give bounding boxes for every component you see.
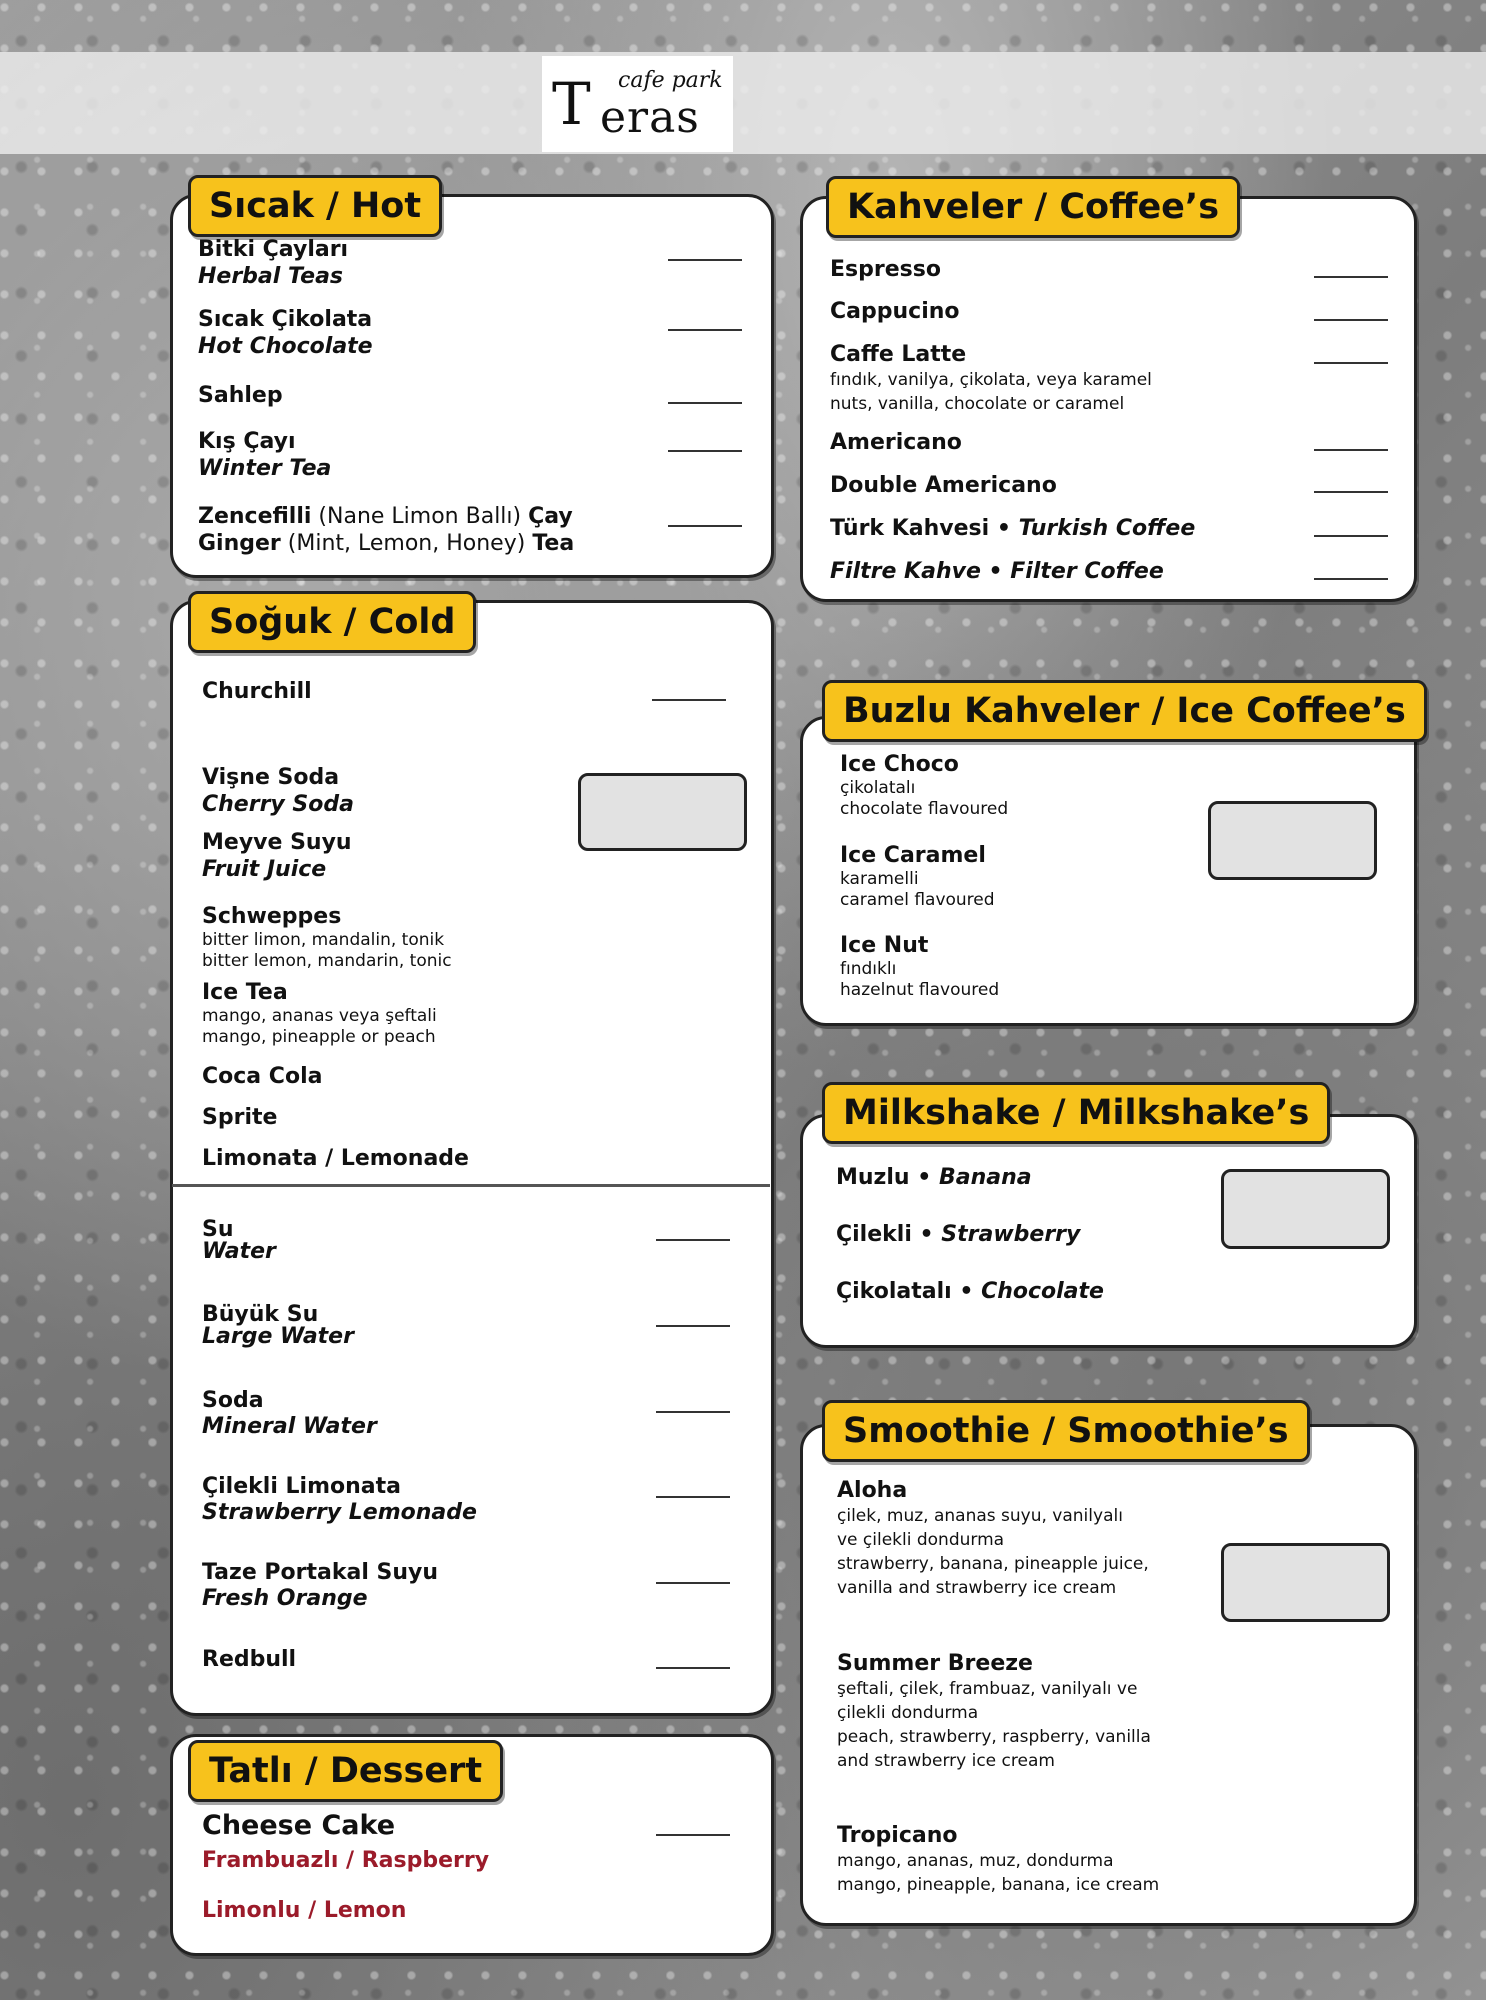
price-line <box>668 402 742 404</box>
menu-item: Cappucino <box>830 299 960 324</box>
menu-item: Su Water <box>202 1217 276 1264</box>
logo-line2: eras <box>600 92 700 143</box>
price-box <box>578 773 747 851</box>
section-divider <box>172 1184 770 1187</box>
price-line <box>1314 276 1388 278</box>
menu-item: Taze Portakal Suyu Fresh Orange <box>202 1560 439 1611</box>
menu-item: Caffe Latte fındık, vanilya, çikolata, veya karamel nuts, vanilla, chocolate or caramel <box>830 342 1152 414</box>
menu-item: Churchill <box>202 679 312 704</box>
menu-item: Schweppes bitter limon, mandalin, tonik bitter lemon, mandarin, tonic <box>202 904 452 971</box>
menu-item: Ice Caramel karamelli caramel flavoured <box>840 843 995 910</box>
dessert-option: Limonlu / Lemon <box>202 1898 407 1923</box>
price-line <box>656 1496 730 1498</box>
menu-item: Limonata / Lemonade <box>202 1146 469 1171</box>
price-box <box>1221 1169 1390 1249</box>
price-box <box>1221 1543 1390 1622</box>
menu-item: Soda Mineral Water <box>202 1388 377 1439</box>
menu-item: Filtre Kahve • Filter Coffee <box>830 559 1164 584</box>
menu-item: Aloha çilek, muz, ananas suyu, vanilyalı ve çilekli dondurma strawberry, banana, pineapple juice, vanilla and strawberry ice cream <box>837 1478 1149 1598</box>
menu-item: Zencefilli (Nane Limon Ballı) Çay Ginger (Mint, Lemon, Honey) Tea <box>198 504 575 556</box>
menu-item: Kış Çayı Winter Tea <box>198 429 332 481</box>
cold-title: Soğuk / Cold <box>188 591 476 653</box>
smoothie-title: Smoothie / Smoothie’s <box>822 1400 1310 1462</box>
menu-item: Büyük Su Large Water <box>202 1302 354 1349</box>
dessert-title: Tatlı / Dessert <box>188 1740 503 1802</box>
price-line <box>656 1325 730 1327</box>
ice-coffee-title: Buzlu Kahveler / Ice Coffee’s <box>822 680 1427 742</box>
price-line <box>1314 362 1388 364</box>
price-line <box>656 1667 730 1669</box>
brand-logo <box>542 56 733 152</box>
milkshake-title: Milkshake / Milkshake’s <box>822 1082 1330 1144</box>
price-line <box>668 450 742 452</box>
menu-item: Sprite <box>202 1105 278 1130</box>
menu-item: Ice Nut fındıklı hazelnut flavoured <box>840 933 1000 1000</box>
menu-item: Summer Breeze şeftali, çilek, frambuaz, vanilyalı ve çilekli dondurma peach, strawberry, raspberry, vanilla and strawberry ice cream <box>837 1651 1151 1771</box>
price-line <box>656 1834 730 1836</box>
price-line <box>1314 578 1388 580</box>
menu-item: Ice Choco çikolatalı chocolate flavoured <box>840 752 1009 819</box>
menu-item: Tropicano mango, ananas, muz, dondurma mango, pineapple, banana, ice cream <box>837 1823 1160 1895</box>
price-line <box>668 259 742 261</box>
logo-mark-icon: T <box>552 70 591 138</box>
price-box <box>1208 801 1377 880</box>
menu-item: Sıcak Çikolata Hot Chocolate <box>198 307 373 359</box>
header-band <box>0 52 1486 154</box>
menu-item: Redbull <box>202 1647 297 1672</box>
price-line <box>656 1239 730 1241</box>
price-line <box>652 699 726 701</box>
menu-item: Bitki Çayları Herbal Teas <box>198 237 349 289</box>
price-line <box>1314 491 1388 493</box>
price-line <box>668 329 742 331</box>
price-line <box>656 1582 730 1584</box>
menu-item: Çilekli • Strawberry <box>836 1222 1081 1247</box>
logo-line1: cafe park <box>618 68 723 93</box>
menu-item: Muzlu • Banana <box>836 1165 1032 1190</box>
menu-item: Çikolatalı • Chocolate <box>836 1279 1104 1304</box>
menu-item: Coca Cola <box>202 1064 323 1089</box>
price-line <box>1314 319 1388 321</box>
menu-item: Cheese Cake <box>202 1810 396 1841</box>
coffee-title: Kahveler / Coffee’s <box>826 176 1240 238</box>
dessert-option: Frambuazlı / Raspberry <box>202 1848 490 1873</box>
menu-item: Ice Tea mango, ananas veya şeftali mango, pineapple or peach <box>202 980 437 1047</box>
price-line <box>668 525 742 527</box>
menu-item: Sahlep <box>198 383 283 408</box>
menu-item: Americano <box>830 430 962 455</box>
price-line <box>1314 449 1388 451</box>
menu-item: Vişne Soda Cherry Soda <box>202 765 354 817</box>
price-line <box>656 1411 730 1413</box>
price-line <box>1314 535 1388 537</box>
menu-item: Türk Kahvesi • Turkish Coffee <box>830 516 1196 541</box>
menu-item: Çilekli Limonata Strawberry Lemonade <box>202 1474 477 1525</box>
menu-item: Double Americano <box>830 473 1057 498</box>
menu-item: Espresso <box>830 257 941 282</box>
hot-title: Sıcak / Hot <box>188 175 442 237</box>
menu-item: Meyve Suyu Fruit Juice <box>202 830 352 882</box>
